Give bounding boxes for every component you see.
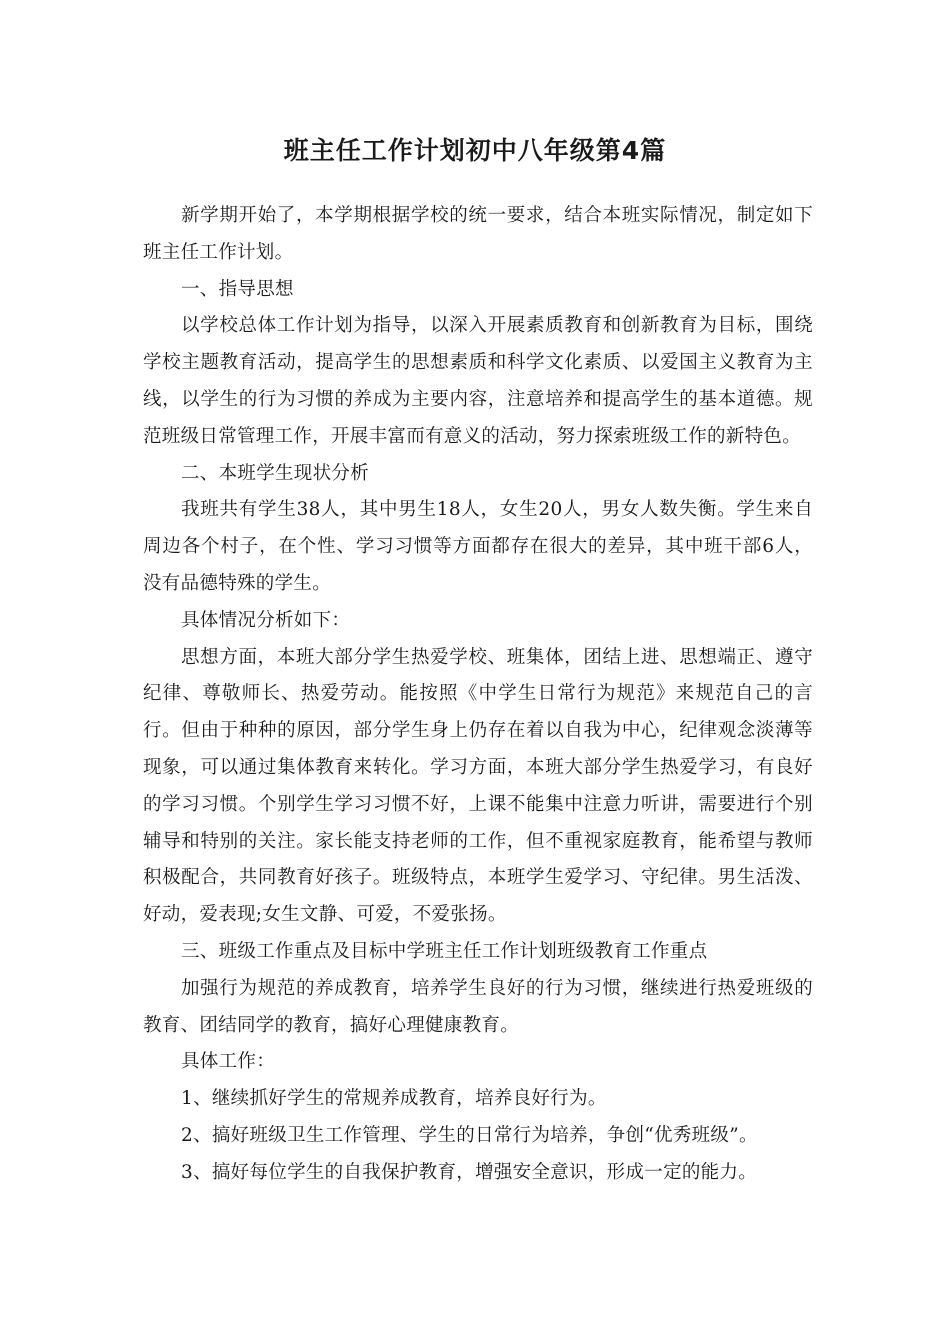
section-heading-class-status: 二、本班学生现状分析 bbox=[181, 462, 370, 484]
section-heading-guiding-thought: 一、指导思想 bbox=[181, 278, 294, 300]
guiding-thought-paragraph: 以学校总体工作计划为指导，以深入开展素质教育和创新教育为目标，围绕学校主题教育活动，提高学生的思想素质和科学文化素质、以爱国主义教育为主线，以学生的行为习惯的养成为主要内容，注意培养和提高学生的基本道德。规范班级日常管理工作，开展丰富而有意义的活动，努力探索班级工作的新特色。 bbox=[143, 315, 813, 447]
work-item-2: 2、搞好班级卫生工作管理、学生的日常行为培养，争创“优秀班级”。 bbox=[181, 1124, 758, 1146]
analysis-intro: 具体情况分析如下： bbox=[181, 609, 351, 631]
work-item-3: 3、搞好每位学生的自我保护教育，增强安全意识，形成一定的能力。 bbox=[181, 1161, 758, 1183]
section-heading-focus: 三、班级工作重点及目标中学班主任工作计划班级教育工作重点 bbox=[181, 940, 708, 962]
specific-work-heading: 具体工作： bbox=[181, 1051, 276, 1073]
document-title: 班主任工作计划初中八年级第4篇 bbox=[283, 136, 667, 165]
intro-paragraph: 新学期开始了，本学期根据学校的统一要求，结合本班实际情况，制定如下班主任工作计划。 bbox=[143, 205, 813, 263]
class-status-paragraph: 我班共有学生38人，其中男生18人，女生20人，男女人数失衡。学生来自周边各个村子，在个性、学习习惯等方面都存在很大的差异，其中班干部6人，没有品德特殊的学生。 bbox=[143, 499, 813, 594]
work-item-1: 1、继续抓好学生的常规养成教育，培养良好行为。 bbox=[181, 1088, 607, 1110]
document-body bbox=[143, 198, 813, 1192]
focus-paragraph: 加强行为规范的养成教育，培养学生良好的行为习惯，继续进行热爱班级的教育、团结同学的教育，搞好心理健康教育。 bbox=[143, 977, 813, 1036]
analysis-paragraph: 思想方面，本班大部分学生热爱学校、班集体，团结上进、思想端正、遵守纪律、尊敬师长、热爱劳动。能按照《中学生日常行为规范》来规范自己的言行。但由于种种的原因，部分学生身上仍存在着以自我为中心，纪律观念淡薄等现象，可以通过集体教育来转化。学习方面，本班大部分学生热爱学习，有良好的学习习惯。个别学生学习习惯不好，上课不能集中注意力听讲，需要进行个别辅导和特别的关注。家长能支持老师的工作，但不重视家庭教育，能希望与教师积极配合，共同教育好孩子。班级特点，本班学生爱学习、守纪律。男生活泼、好动，爱表现;女生文静、可爱，不爱张扬。 bbox=[143, 646, 813, 926]
